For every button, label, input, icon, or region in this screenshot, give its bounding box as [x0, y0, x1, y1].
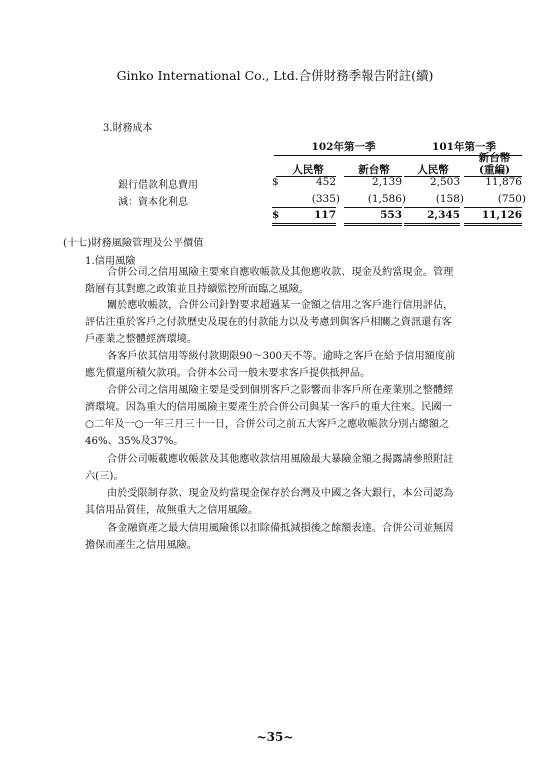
- cell-value: 2,503: [429, 176, 460, 188]
- total-double-underline: [464, 223, 522, 224]
- paragraph-line: 其信用品質佳，故無重大之信用風險。: [85, 505, 259, 516]
- total-double-underline: [272, 225, 336, 226]
- total-double-underline: [404, 223, 460, 224]
- cell-value: (158): [435, 193, 464, 205]
- total-double-underline: [344, 223, 402, 224]
- total-cell: 2,345: [427, 209, 460, 221]
- column-header-period1: 102年第一季: [311, 141, 376, 153]
- paragraph-line: 由於受限制存款、現金及約當現金保存於台灣及中國之各大銀行，本公司認為: [107, 488, 454, 499]
- total-cell: 553: [380, 209, 402, 221]
- period1-underline: [274, 155, 404, 156]
- cell-value: 452: [315, 176, 336, 188]
- row-label-interest-expense: 銀行借款利息費用: [118, 180, 198, 191]
- row2-underline: [404, 207, 460, 208]
- total-double-underline: [464, 225, 522, 226]
- subheader-rmb: 人民幣: [292, 164, 324, 176]
- paragraph-line: 戶產業之整體經濟環境。: [85, 334, 198, 345]
- cell-value: (750): [497, 193, 526, 205]
- paragraph-line: ○二年及一○一年三月三十一日，合併公司之前五大客戶之應收帳款分別占總額之: [85, 419, 450, 430]
- currency-symbol: $: [272, 176, 279, 188]
- paragraph-line: 擔保而產生之信用風險。: [85, 540, 198, 551]
- total-double-underline: [344, 225, 402, 226]
- cell-value: 11,876: [485, 176, 522, 188]
- total-double-underline: [404, 225, 460, 226]
- subheader-ntd2-line2: (重編): [479, 164, 510, 176]
- paragraph-line: 合併公司帳載應收帳款及其他應收款信用風險最大暴險金額之揭露請參照附註: [107, 454, 454, 465]
- row2-underline: [344, 207, 402, 208]
- paragraph-line: 應先償還所積欠款項。合併本公司一般未要求客戶提供抵押品。: [85, 368, 371, 379]
- subheader-ntd: 新台幣: [358, 164, 390, 176]
- subheader-ntd2-line1: 新台幣: [478, 152, 511, 164]
- cell-value: (1,586): [367, 193, 406, 205]
- currency-symbol: $: [272, 209, 280, 221]
- paragraph-line: 各客戶依其信用等級付款期限90～300天不等。逾時之客戶在給予信用額度前: [107, 351, 456, 362]
- subheader-rmb2: 人民幣: [417, 164, 449, 176]
- total-cell: 117: [314, 209, 336, 221]
- paragraph-line: 各金融資產之最大信用風險係以扣除備抵減損後之餘額表達。合併公司並無因: [107, 523, 454, 534]
- total-double-underline: [272, 223, 336, 224]
- paragraph-line: 階層有其對應之政策並且持續監控所面臨之風險。: [85, 284, 310, 295]
- paragraph-line: 評估注重於客戶之付款歷史及現在的付款能力以及考慮到與客戶相關之資訊還有客: [85, 317, 452, 328]
- page-header: Ginko International Co., Ltd.合併財務季報告附註(續): [116, 68, 434, 83]
- cell-value: (335): [311, 193, 340, 205]
- paragraph-line: 46%、35%及37%。: [85, 436, 184, 447]
- cell-value: 2,139: [371, 176, 402, 188]
- subsection-title-credit-risk: 1.信用風險: [85, 256, 136, 267]
- row-label-capitalized-interest: 減：資本化利息: [118, 197, 188, 208]
- row2-underline: [272, 207, 336, 208]
- section-title-finance-cost: 3.財務成本: [103, 123, 153, 134]
- paragraph-line: 合併公司之信用風險主要來自應收帳款及其他應收款、現金及約當現金。管理: [107, 267, 454, 278]
- page-number: ~35~: [256, 730, 294, 744]
- paragraph-line: 濟環境。因為重大的信用風險主要產生於合併公司與某一客戶的重大往來。民國一: [85, 402, 452, 413]
- total-cell: 11,126: [481, 209, 522, 221]
- paragraph-line: 關於應收帳款，合併公司針對要求超過某一金額之信用之客戶進行信用評估，: [107, 300, 454, 311]
- paragraph-line: 六(三)。: [85, 471, 124, 482]
- paragraph-line: 合併公司之信用風險主要是受到個別客戶之影響而非客戶所在產業別之整體經: [107, 385, 454, 396]
- column-header-period2: 101年第一季: [432, 141, 496, 153]
- section-title-financial-risk: (十七)財務風險管理及公平價值: [63, 238, 204, 249]
- row2-underline: [464, 207, 522, 208]
